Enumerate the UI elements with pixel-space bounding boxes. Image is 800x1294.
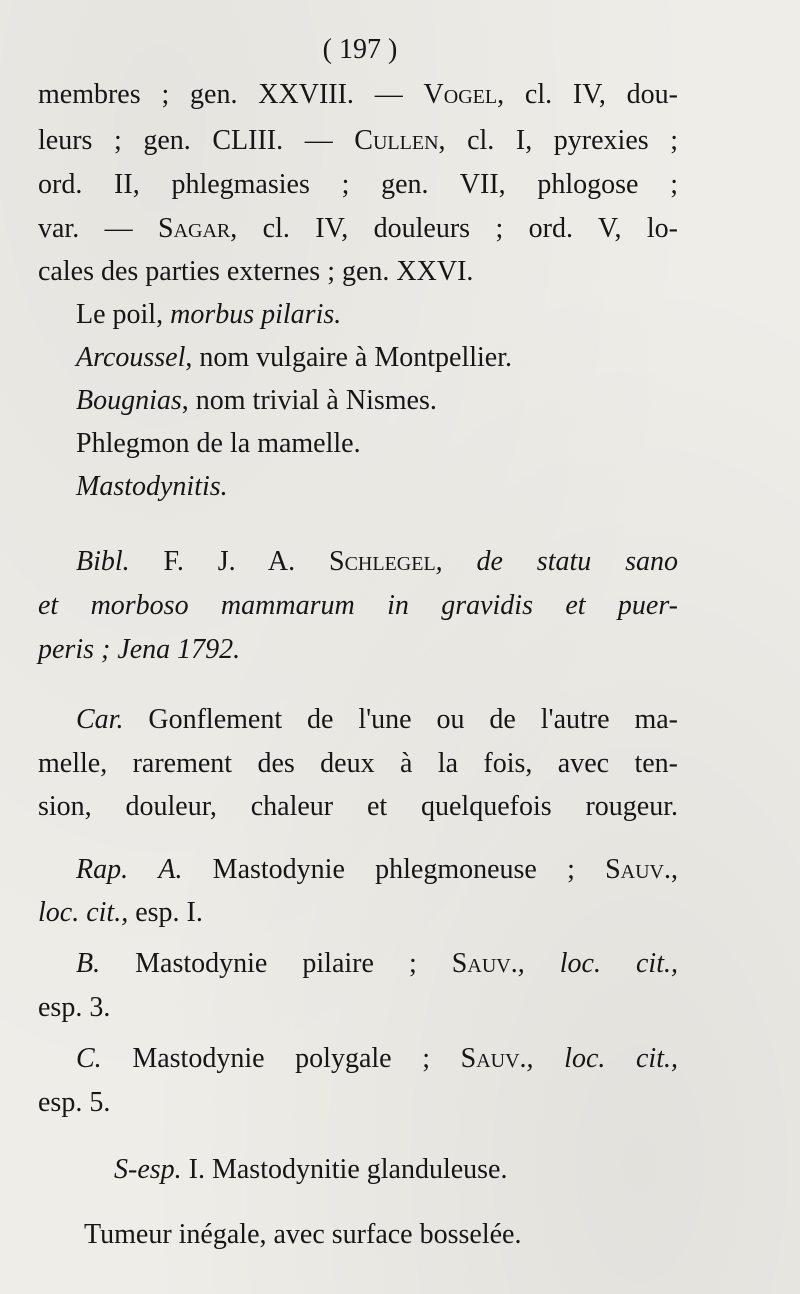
car-line-3: sion, douleur, chaleur et quelquefois rougeur. — [38, 791, 678, 822]
bibl-line-2: et morboso mammarum in gravidis et puer- — [38, 590, 678, 621]
synonym-2: Arcoussel, nom vulgaire à Montpellier. — [76, 342, 512, 373]
synonym-5: Mastodynitis. — [76, 471, 228, 502]
rap-line-2: loc. cit., esp. I. — [38, 897, 203, 928]
text-line-4: var. — Sagar, cl. IV, douleurs ; ord. V, lo- — [38, 213, 678, 244]
page-number: ( 197 ) — [322, 34, 398, 65]
text-line-5: cales des parties externes ; gen. XXVI. — [38, 256, 474, 287]
bibl-line-1: Bibl. F. J. A. Schlegel, de statu sano — [76, 546, 679, 577]
text-line-3: ord. II, phlegmasies ; gen. VII, phlogose ; — [38, 169, 678, 200]
synonym-4: Phlegmon de la mamelle. — [76, 428, 361, 459]
rap-line-1: Rap. A. Mastodynie phlegmoneuse ; Sauv., — [76, 854, 678, 885]
rap-line-5: C. Mastodynie polygale ; Sauv., loc. cit., — [76, 1043, 678, 1074]
synonym-3: Bougnias, nom trivial à Nismes. — [76, 385, 437, 416]
rap-line-3: B. Mastodynie pilaire ; Sauv., loc. cit., — [76, 948, 678, 979]
rap-line-4: esp. 3. — [38, 992, 111, 1023]
car-line-2: melle, rarement des deux à la fois, avec ten- — [38, 748, 678, 779]
bibl-line-3: peris ; Jena 1792. — [38, 634, 241, 665]
text-line-2: leurs ; gen. CLIII. — Cullen, cl. I, pyrexies ; — [38, 125, 679, 156]
rap-line-6: esp. 5. — [38, 1087, 111, 1118]
last-line: Tumeur inégale, avec surface bosselée. — [84, 1219, 522, 1250]
car-line-1: Car. Gonflement de l'une ou de l'autre ma- — [76, 704, 678, 735]
text-line-1: membres ; gen. XXVIII. — Vogel, cl. IV, dou- — [38, 79, 678, 110]
sesp-line: S-esp. I. Mastodynitie glanduleuse. — [114, 1154, 508, 1185]
synonym-1: Le poil, morbus pilaris. — [76, 299, 342, 330]
